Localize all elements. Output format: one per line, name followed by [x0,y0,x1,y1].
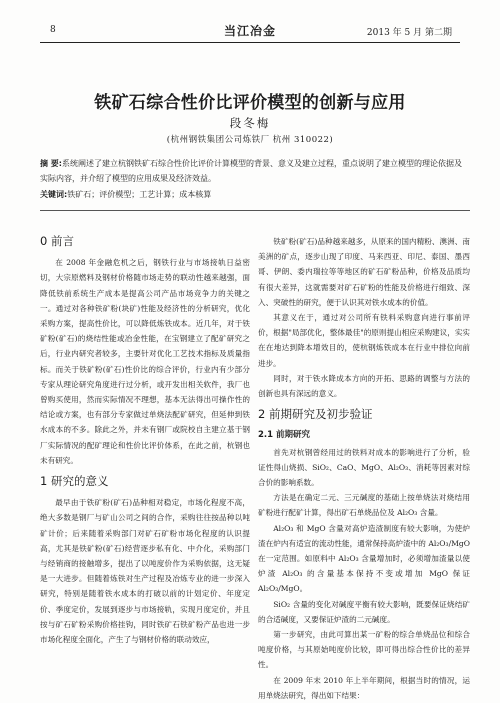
paragraph: 铁矿粉(矿石)品种越来越多，从原来的国内精粉、澳洲、南美洲的矿点，逐步山现了印度、马来西亚、印尼、泰国、墨西哥、伊朗、委内瑞拉等等地区的矿石矿粉品种，价格及品质均有很大差异，这就需要对矿石矿粉的性能及价格进行细致、深入、突破性的研究，便于认识其对铁水成本的价值。 [258,237,470,307]
keywords [40,188,468,202]
section-heading-1: 1 研究的意义 [40,474,109,489]
paragraph: 在 2009 年末 2010 年上半年期间，根据当时的情况，运用单烧法研究，得出如下结果： [258,675,470,700]
header-rule [40,42,460,43]
paragraph: 同时，对于铁水降成本方向的开拓、思路的调整与方法的创新也具有深远的意义。 [258,373,470,399]
abstract-text: 系统阐述了建立杭钢铁矿石综合性价比评价计算模型的背景、意义及建立过程，重点说明了建立模型的理论依据及实际内容，并介绍了模型的应用成果及经济效益。 [40,159,462,183]
paragraph: 在 2008 年金融危机之后，钢铁行业与市场接轨日益密切，大宗原燃料及钢材价格随市场走势的联动性越来越强，面降低铁前系统生产成本是提高公司产品市场竞争力的关键之一。通过对各种铁矿粉(块矿)性能及经济性的分析研究，优化采购方案，提高性价比，可以降低炼铁成本。近几年，对于铁矿粉(矿石)的烧结性能或冶金性能，在宝钢建立了配矿研究之后，行业内研究者较多，主要针对优化工艺技术指标及质量指标。而关于铁矿粉(矿石)性价比的综合评价，行业内有少部分专家从理论研究角度进行过分析，或开发出相关软件，我厂也曾购买使用，然而实际情况不理想，基本无法得出可操作性的结论或方案，也有部分专家做过单烧法配矿研究，但延伸到铁水成本的不多。除此之外，并未有钢厂或院校自主建立基于钢厂实际情况的配矿理论和性价比评价体系，在此之前，杭钢也未有研究。 [40,258,250,465]
keywords-label: 关键词: [40,190,68,199]
page-number: 8 [50,25,56,35]
paragraph: 方法是在确定二元、三元碱度的基础上按单烧法对烧结用矿粉进行配矿计算，得出矿石单烧品位及 Al₂O₃ 含量。 [258,493,470,518]
paragraph: 首先对杭钢曾经用过的铁料对成本的影响进行了分析，验证性得山烧损、SiO₂、CaO、MgO、Al₂O₃、消耗等因素对综合价的影响系数。 [258,447,470,488]
paragraph: Al₂O₃ 和 MgO 含量对高炉造渣制度有较大影响，为使炉渣在炉内有适宜的流动性能，通常保持高炉渣中的 Al₂O₃/MgO 在一定范围。如原料中 Al₂O₃ 含量增加时，必须增加渣量以使炉渣 Al₂O₃ 的含量基本保持不变或增加 MgO 保证 Al₂O₃/MgO。 [258,523,470,594]
keywords-text: 铁矿石；评价模型；工艺计算；成本核算 [67,190,212,199]
author-name: 段冬梅 [229,116,271,130]
issue-info: 2013 年 5 月 第二期 [366,28,452,38]
column-left [40,228,250,647]
affiliation: (杭州钢铁集团公司炼铁厂 杭州 310022) [166,135,334,145]
section-heading-0: 0 前言 [40,234,74,248]
abstract [40,156,468,186]
column-right [258,234,470,703]
abstract-label: 摘 要: [40,159,62,168]
paragraph: 第一步研究，由此可算出某一矿粉的综合单烧品位和综合吨度价格，与其原始吨度价比较，即可得出综合性价比的差异性。 [258,630,470,670]
journal-name: 当江冶金 [223,24,276,38]
paragraph: 其意义在于，通过对公司所有铁料采购意向进行事前评价，根据"局部优化，整体最佳"的原则提山相应采购建议，实实在在地达到降本增效目的，使杭钢炼铁成本在行业中排位向前进步。 [258,313,471,368]
keywords-rule [40,210,470,211]
page-header [40,22,460,40]
subsection-heading-2-1: 2.1 前期研究 [258,430,311,441]
paragraph: 最早由于铁矿粉(矿石)品种相对稳定，市场化程度不高，绝大多数是钢厂与矿山公司之间的合作，采购往往按品种以吨矿计价；后来随着采购部门对矿石矿粉市场化程度的认识提高，尤其是铁矿粉(矿石)经营逐步私有化、中介化，采购部门与经销商的接触增多，提出了以吨度价作为采购依据，这无疑是一大进步。但随着炼铁对生产过程及冶炼专业的进一步深入研究，特别是随着铁水成本的打破以前的计划定价、年度定价、季度定价，发展到逐步与市场接轨，实现月度定价，并且按与矿石矿粉采购价格挂钩，同时铁矿石铁矿粉产品也进一步市场化程度全面化，产生了与钢材价格的联动效应， [40,498,250,645]
section-heading-2: 2 前期研究及初步验证 [258,407,373,422]
paragraph: SiO₂ 含量的变化对碱度平衡有较大影响，既要保证烧结矿的合适碱度，又要保证炉渣的二元碱度。 [258,599,470,624]
paper-title: 铁矿石综合性价比评价模型的创新与应用 [94,93,406,113]
